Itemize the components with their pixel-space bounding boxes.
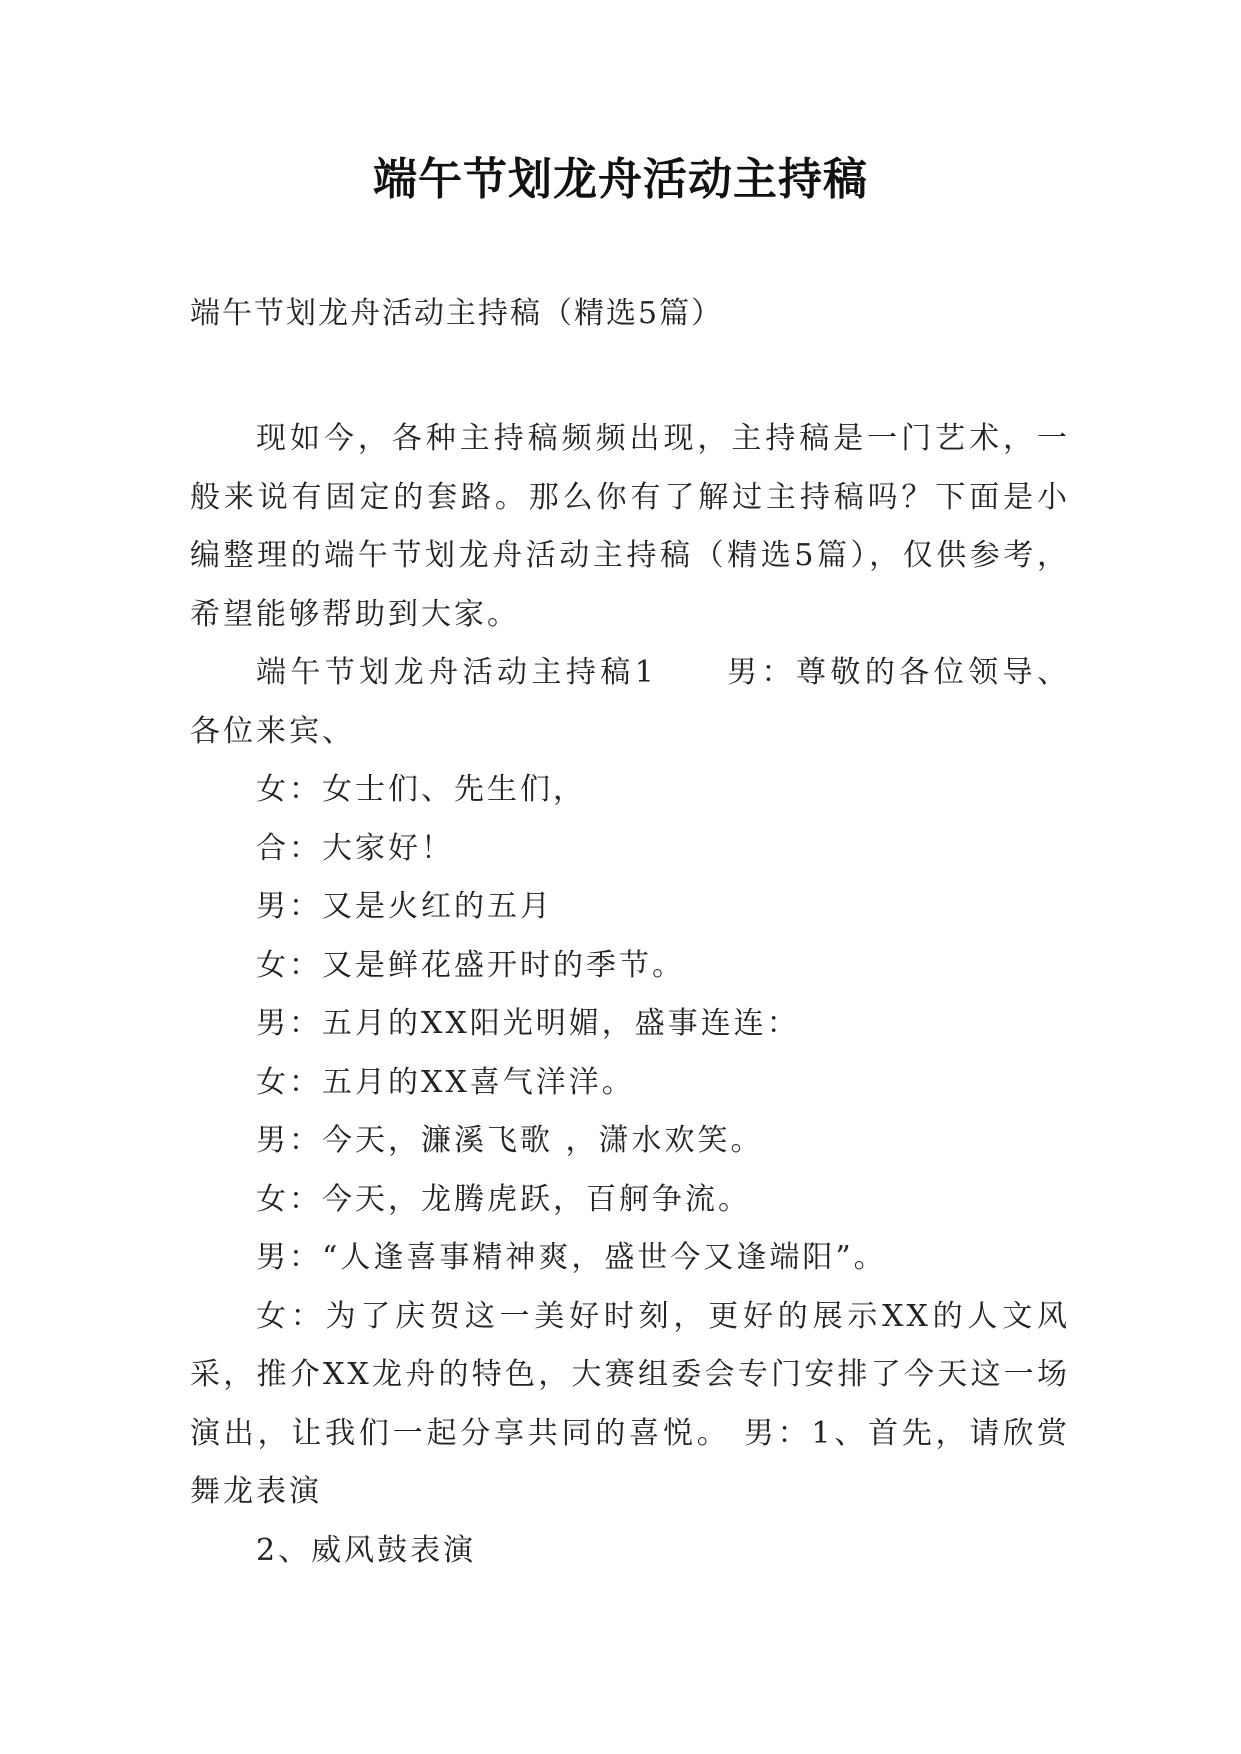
paragraph-line: 女：又是鲜花盛开时的季节。: [256, 947, 685, 983]
paragraph-line: 男：“人逢喜事精神爽，盛世今又逢端阳”。: [256, 1240, 887, 1275]
paragraph-program-intro: 女：为了庆贺这一美好时刻，更好的展示XX的人文风采，推介XX龙舟的特色，大赛组委会专门安排了今天这一场演出，让我们一起分享共同的喜悦。 男：1、首先，请欣赏舞龙表演: [190, 1298, 1070, 1509]
paragraph-line: 合：大家好！: [256, 830, 454, 866]
paragraph-script-1-opening: 端午节划龙舟活动主持稿1 男：尊敬的各位领导、各位来宾、: [190, 655, 1070, 749]
document-subtitle: 端午节划龙舟活动主持稿（精选5篇）: [190, 296, 724, 331]
paragraph-line: 男：又是火红的五月: [256, 889, 553, 924]
paragraph-line: 女：今天，龙腾虎跃，百舸争流。: [256, 1181, 751, 1217]
document-title: 端午节划龙舟活动主持稿: [373, 154, 868, 205]
paragraph-line: 男：五月的XX阳光明媚，盛事连连：: [256, 1006, 800, 1041]
paragraph-line: 女：五月的XX喜气洋洋。: [256, 1064, 635, 1100]
paragraph-intro: 现如今，各种主持稿频频出现，主持稿是一门艺术，一般来说有固定的套路。那么你有了解过主持稿吗？下面是小编整理的端午节划龙舟活动主持稿（精选5篇），仅供参考，希望能够帮助到大家。: [190, 421, 1070, 632]
paragraph-line: 男：今天，濂溪飞歌 ，潇水欢笑。: [256, 1123, 764, 1158]
paragraph-line: 女：女士们、先生们，: [256, 772, 586, 807]
paragraph-program-item: 2、威风鼓表演: [256, 1532, 477, 1568]
document-body: [190, 410, 1070, 1580]
